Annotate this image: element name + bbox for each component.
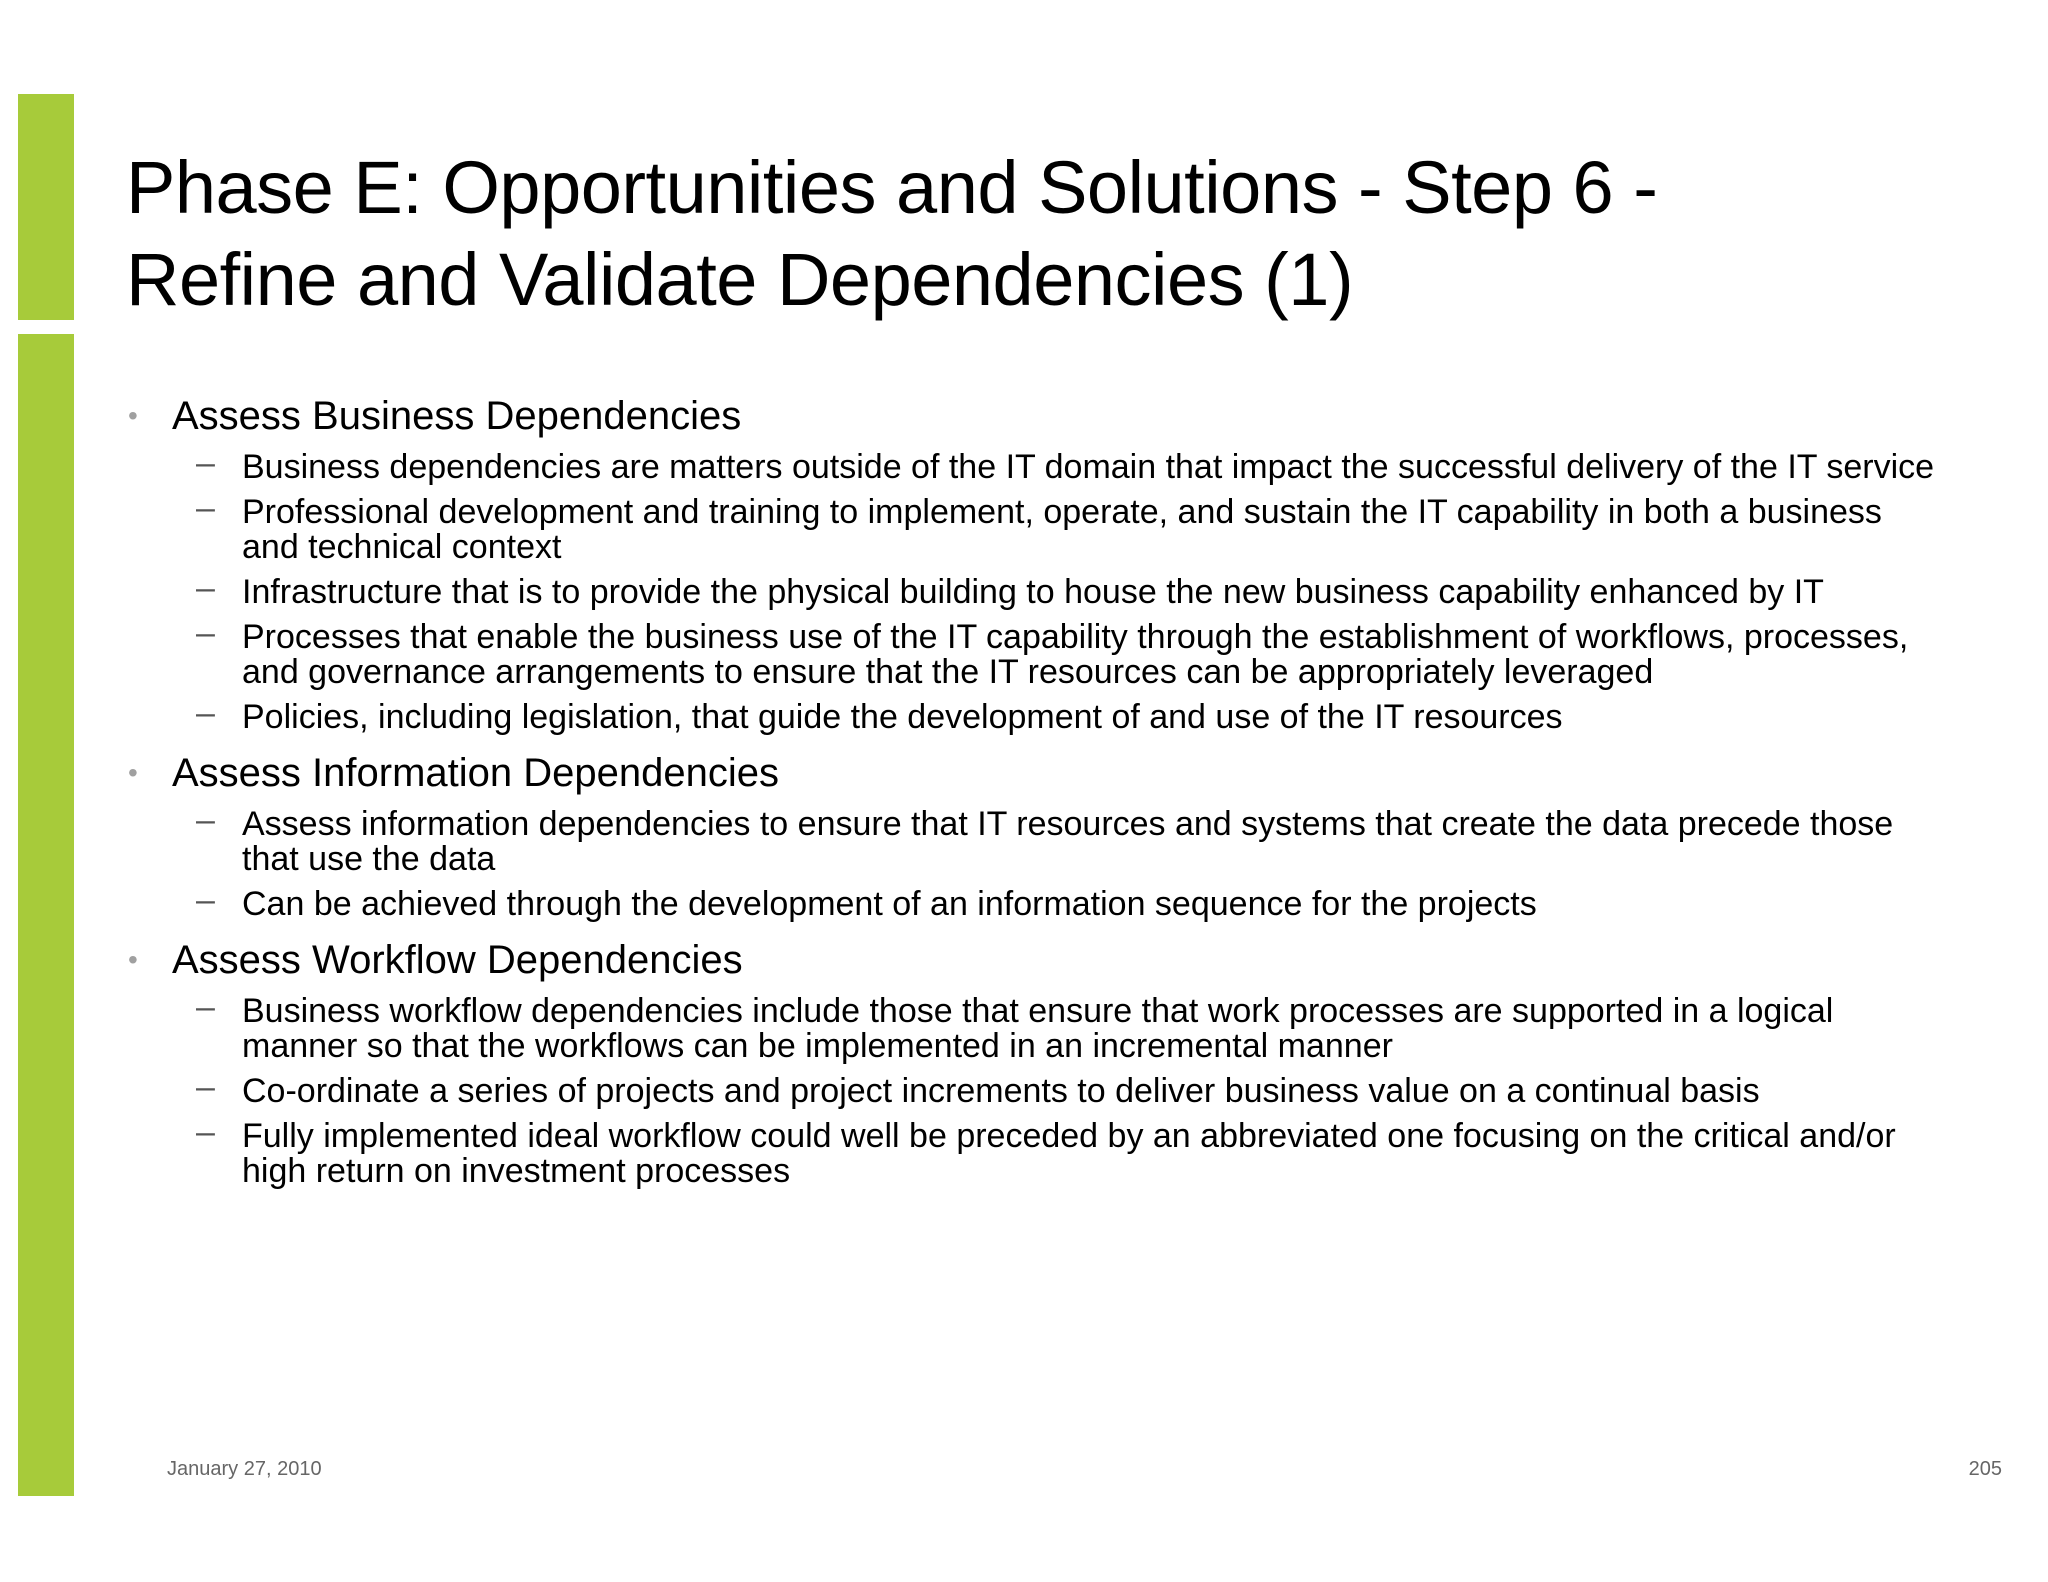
dash-icon: –: [196, 444, 215, 482]
list-item-text: Processes that enable the business use of the IT capability through the establishment of workflows, processes, and governance arrangements to ensure that the IT resources can be appropriately leveraged: [242, 618, 1909, 691]
dash-icon: –: [196, 988, 215, 1026]
list-item: [126, 801, 1946, 878]
list-item-text: Business workflow dependencies include those that ensure that work processes are supported in a logical manner so that the workflows can be implemented in an incremental manner: [242, 992, 1834, 1065]
section-heading-row: [126, 392, 1946, 440]
list-item-text: Co-ordinate a series of projects and project increments to deliver business value on a continual basis: [242, 1072, 1760, 1110]
footer-date: January 27, 2010: [167, 1458, 322, 1480]
section-heading-row: [126, 749, 1946, 797]
section-workflow-dependencies: [126, 936, 1946, 1189]
list-item: [126, 614, 1946, 691]
list-item: [126, 444, 1946, 486]
section-heading-row: [126, 936, 1946, 984]
dash-icon: –: [196, 614, 215, 652]
slide-title: Phase E: Opportunities and Solutions - Step 6 - Refine and Validate Dependencies (1): [126, 146, 1658, 321]
list-item: [126, 881, 1946, 923]
sub-list: [126, 988, 1946, 1190]
section-heading: Assess Business Dependencies: [172, 394, 742, 438]
list-item-text: Professional development and training to implement, operate, and sustain the IT capability in both a business and technical context: [242, 493, 1882, 566]
section-business-dependencies: [126, 392, 1946, 735]
list-item: [126, 694, 1946, 736]
list-item-text: Can be achieved through the development of an information sequence for the projects: [242, 885, 1537, 923]
bullet-icon: •: [128, 944, 138, 975]
accent-bar-bottom: [18, 334, 74, 1496]
page-number: 205: [1968, 1458, 2002, 1480]
list-item-text: Business dependencies are matters outside of the IT domain that impact the successful delivery of the IT service: [242, 448, 1935, 486]
sub-list: [126, 801, 1946, 923]
bullet-icon: •: [128, 757, 138, 788]
list-item-text: Policies, including legislation, that guide the development of and use of the IT resources: [242, 698, 1563, 736]
dash-icon: –: [196, 1068, 215, 1106]
list-item: [126, 988, 1946, 1065]
slide-content: [126, 392, 1946, 1203]
dash-icon: –: [196, 881, 215, 919]
list-item: [126, 1113, 1946, 1190]
list-item-text: Infrastructure that is to provide the physical building to house the new business capability enhanced by IT: [242, 573, 1824, 611]
list-item: [126, 489, 1946, 566]
sub-list: [126, 444, 1946, 736]
list-item: [126, 1068, 1946, 1110]
accent-bar-top: [18, 94, 74, 320]
list-item-text: Fully implemented ideal workflow could well be preceded by an abbreviated one focusing on the critical and/or high return on investment processes: [242, 1117, 1896, 1190]
dash-icon: –: [196, 801, 215, 839]
list-item: [126, 569, 1946, 611]
dash-icon: –: [196, 569, 215, 607]
bullet-icon: •: [128, 400, 138, 431]
dash-icon: –: [196, 489, 215, 527]
dash-icon: –: [196, 1113, 215, 1151]
section-heading: Assess Workflow Dependencies: [172, 938, 743, 982]
section-heading: Assess Information Dependencies: [172, 751, 779, 795]
list-item-text: Assess information dependencies to ensure that IT resources and systems that create the data precede those that use the data: [242, 805, 1894, 878]
dash-icon: –: [196, 694, 215, 732]
section-information-dependencies: [126, 749, 1946, 922]
